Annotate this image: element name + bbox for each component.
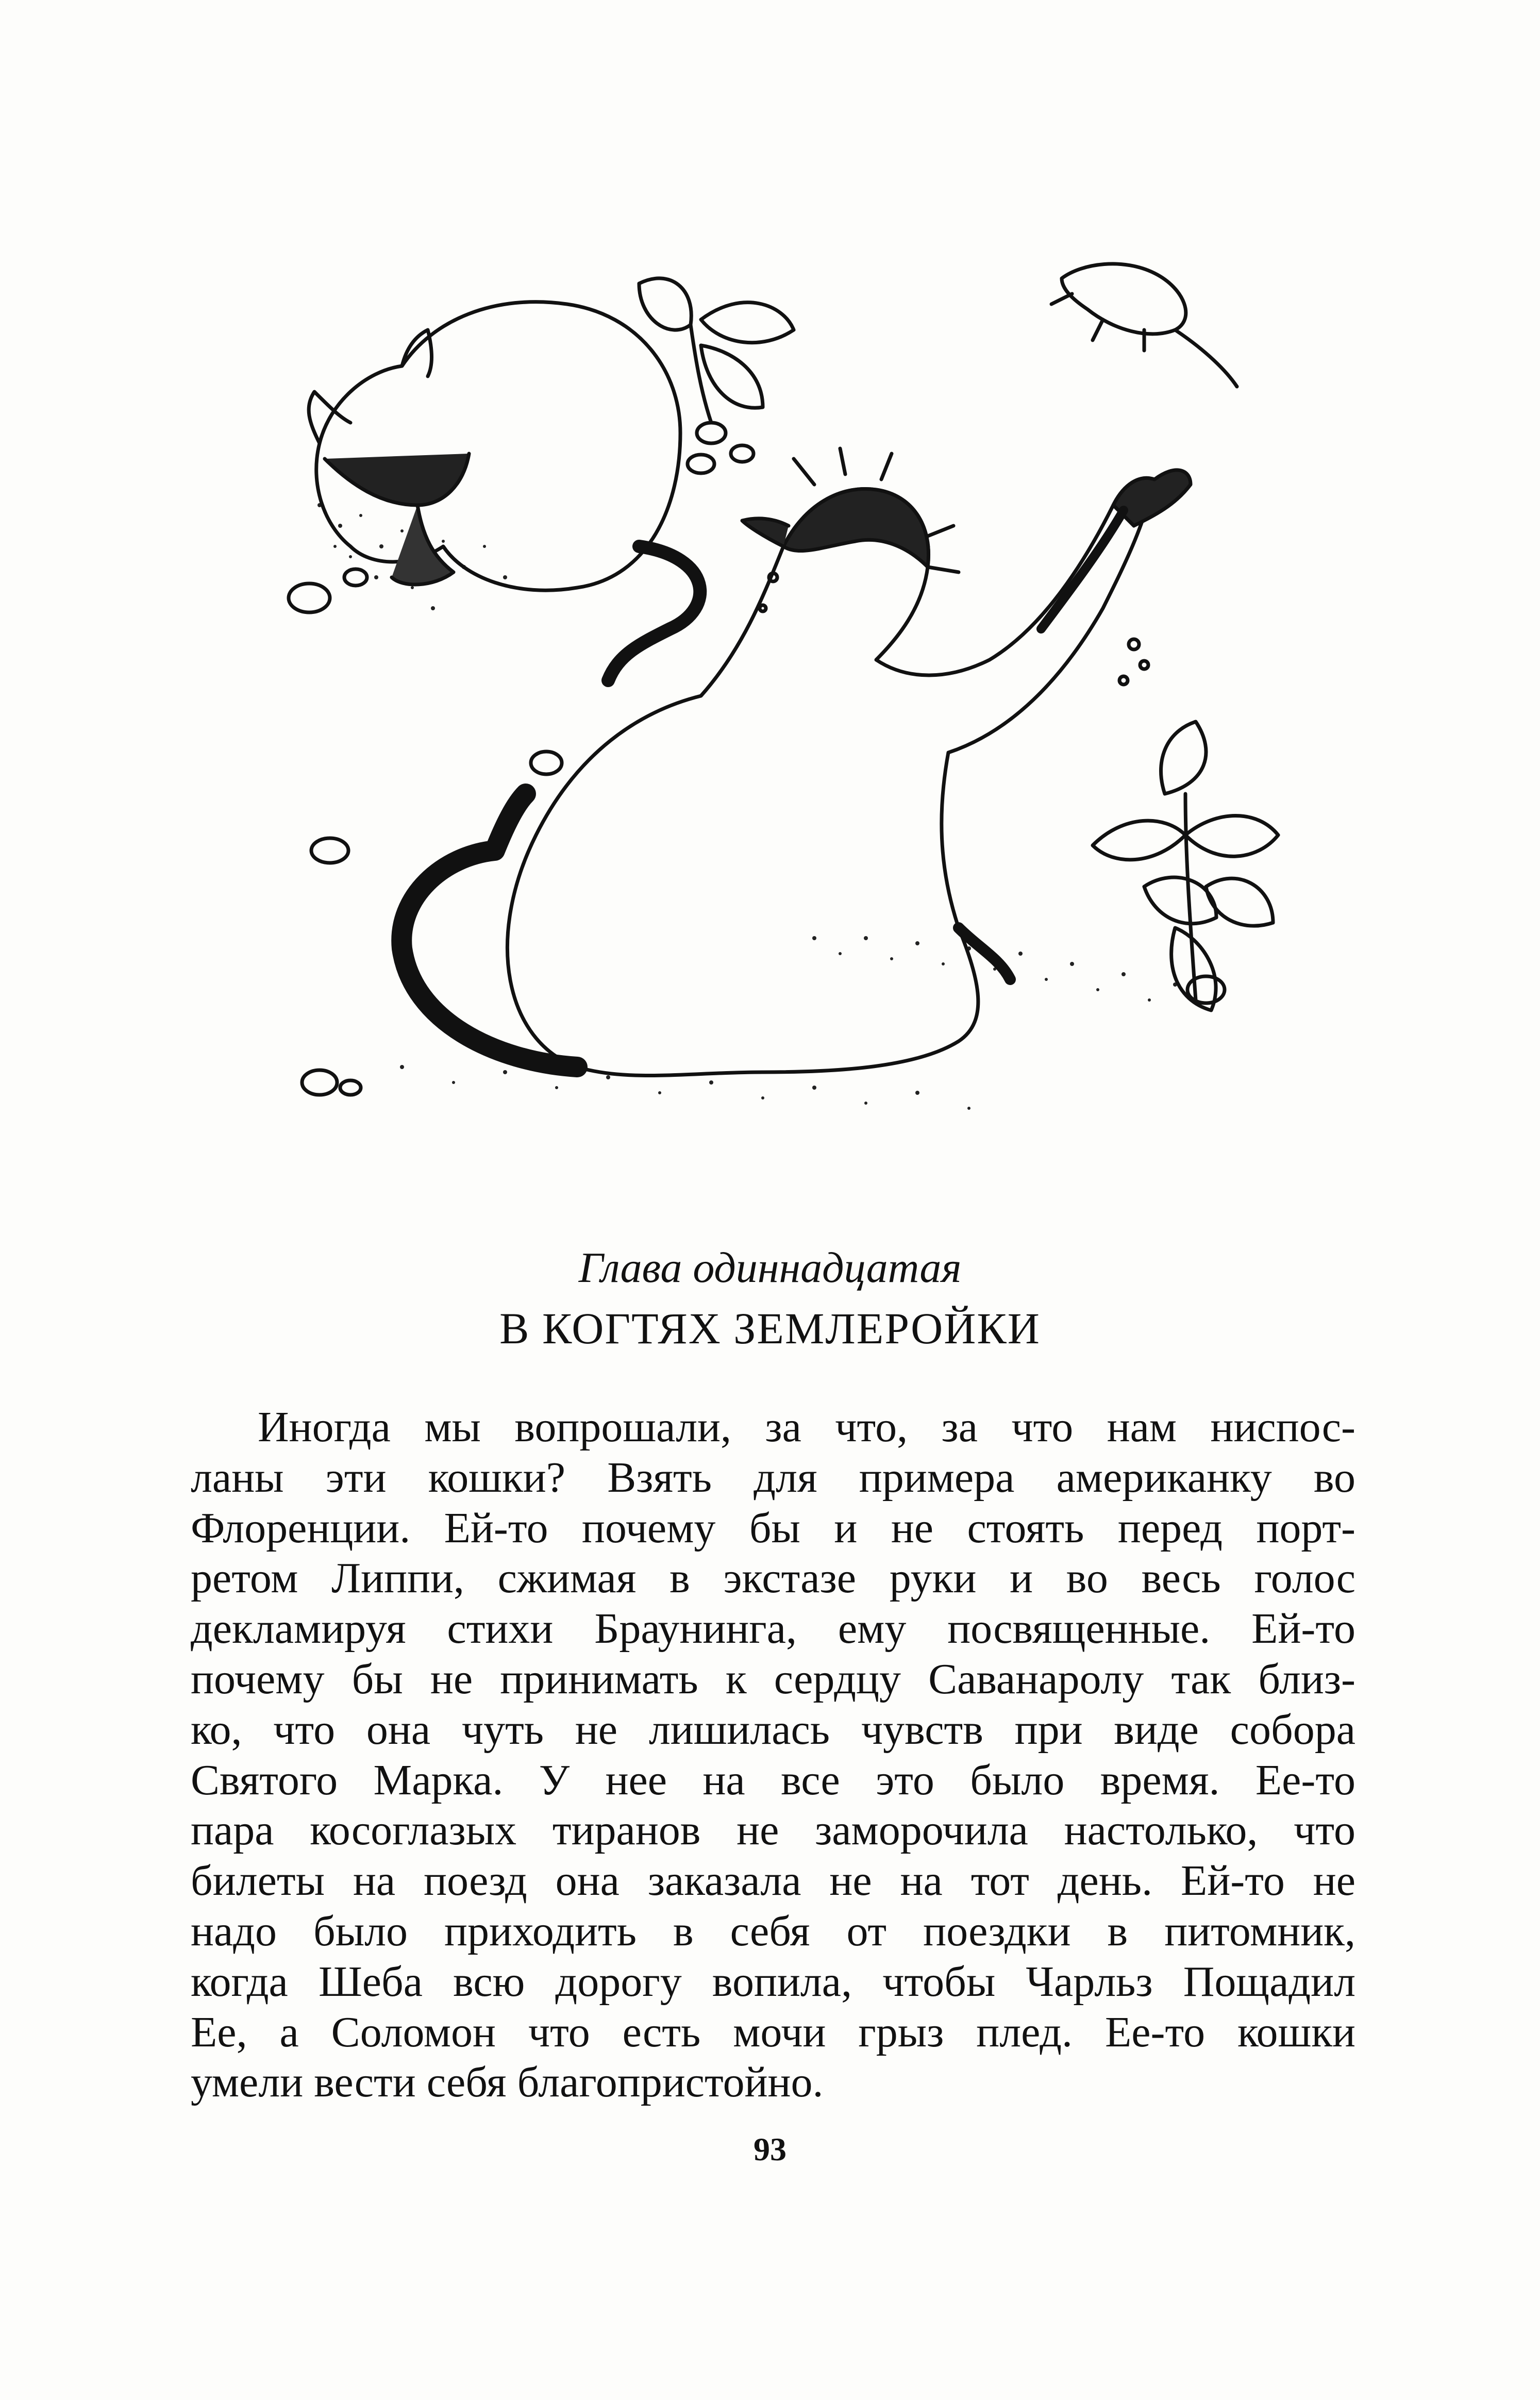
text-line: Святого Марка. У нее на все это было время. Ее-то [191, 1756, 1355, 1804]
text-line: Флоренции. Ей-то почему бы и не стоять перед порт- [191, 1504, 1355, 1552]
chapter-label: Глава одиннадцатая [578, 1244, 962, 1292]
text-line: Иногда мы вопрошали, за что, за что нам ниспос- [258, 1403, 1355, 1451]
text-line: Ее, а Соломон что есть мочи грыз плед. Ее-то кошки [191, 2008, 1355, 2056]
text-line: ланы эти кошки? Взять для примера американку во [191, 1453, 1355, 1502]
text-line: когда Шеба всю дорогу вопила, чтобы Чарльз Пощадил [191, 1957, 1355, 2006]
text-line: умели вести себя благопристойно. [191, 2058, 824, 2107]
text-line: билеты на поезд она заказала не на тот день. Ей-то не [191, 1857, 1355, 1905]
text-line: надо было приходить в себя от поездки в питомник, [191, 1907, 1355, 1955]
text-line: пара косоглазых тиранов не заморочила настолько, что [191, 1806, 1355, 1855]
chapter-title: В КОГТЯХ ЗЕМЛЕРОЙКИ [499, 1304, 1041, 1353]
body-text [191, 1402, 1355, 2108]
page-number: 93 [754, 2131, 786, 2168]
text-line: декламируя стихи Браунинга, ему посвященные. Ей-то [191, 1605, 1355, 1653]
text-line: почему бы не принимать к сердцу Саванаролу так близ- [191, 1655, 1355, 1703]
cats-illustration [247, 216, 1299, 1119]
text-line: ретом Липпи, сжимая в экстазе руки и во весь голос [191, 1554, 1355, 1603]
text-line: ко, что она чуть не лишилась чувств при виде собора [191, 1705, 1355, 1754]
cats-drawing-icon [247, 216, 1299, 1119]
